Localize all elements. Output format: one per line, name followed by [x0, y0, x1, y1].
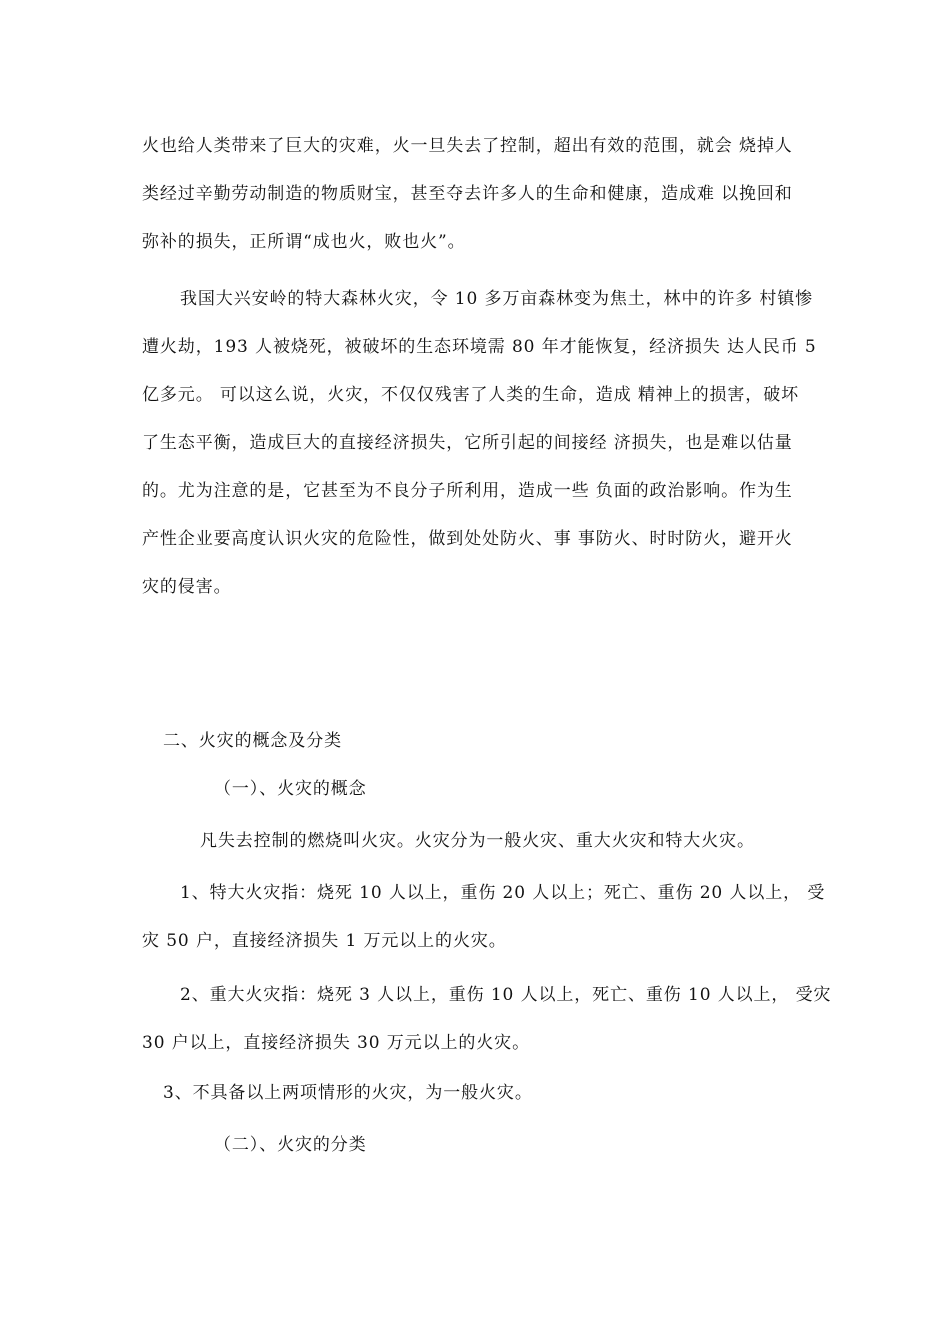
paragraph-1-line-3: 弥补的损失，正所谓“成也火，败也火”。: [142, 232, 466, 252]
item-2-line-2: 30 户以上，直接经济损失 30 万元以上的火灾。: [142, 1033, 530, 1053]
paragraph-2-line-7: 灾的侵害。: [142, 577, 232, 597]
item-1-line-1: 1、特大火灾指：烧死 10 人以上，重伤 20 人以上；死亡、重伤 20 人以上， 受: [180, 883, 826, 903]
item-1-line-2: 灾 50 户，直接经济损失 1 万元以上的火灾。: [142, 931, 507, 951]
paragraph-2-line-6: 产性企业要高度认识火灾的危险性，做到处处防火、事 事防火、时时防火，避开火: [142, 529, 793, 549]
paragraph-2-line-3: 亿多元。 可以这么说，火灾，不仅仅残害了人类的生命，造成 精神上的损害，破坏: [142, 385, 800, 405]
subheading-concept: （一）、火灾的概念: [214, 779, 367, 799]
item-2-line-1: 2、重大火灾指：烧死 3 人以上，重伤 10 人以上，死亡、重伤 10 人以上， 受灾: [180, 985, 832, 1005]
definition-text: 凡失去控制的燃烧叫火灾。火灾分为一般火灾、重大火灾和特大火灾。: [200, 831, 755, 851]
paragraph-1-line-1: 火也给人类带来了巨大的灾难，火一旦失去了控制，超出有效的范围，就会 烧掉人: [142, 136, 793, 156]
paragraph-1-line-2: 类经过辛勤劳动制造的物质财宝，甚至夺去许多人的生命和健康，造成难 以挽回和: [142, 184, 793, 204]
section-heading: 二、火灾的概念及分类: [163, 731, 342, 751]
item-3-text: 3、不具备以上两项情形的火灾，为一般火灾。: [163, 1083, 533, 1103]
paragraph-2-line-1: 我国大兴安岭的特大森林火灾，令 10 多万亩森林变为焦土，林中的许多 村镇惨: [180, 289, 814, 309]
paragraph-2-line-4: 了生态平衡，造成巨大的直接经济损失，它所引起的间接经 济损失，也是难以估量: [142, 433, 793, 453]
paragraph-2-line-5: 的。尤为注意的是，它甚至为不良分子所利用，造成一些 负面的政治影响。作为生: [142, 481, 793, 501]
paragraph-2-line-2: 遭火劫，193 人被烧死，被破坏的生态环境需 80 年才能恢复，经济损失 达人民币 5: [142, 337, 817, 357]
subheading-classification: （二）、火灾的分类: [214, 1135, 367, 1155]
